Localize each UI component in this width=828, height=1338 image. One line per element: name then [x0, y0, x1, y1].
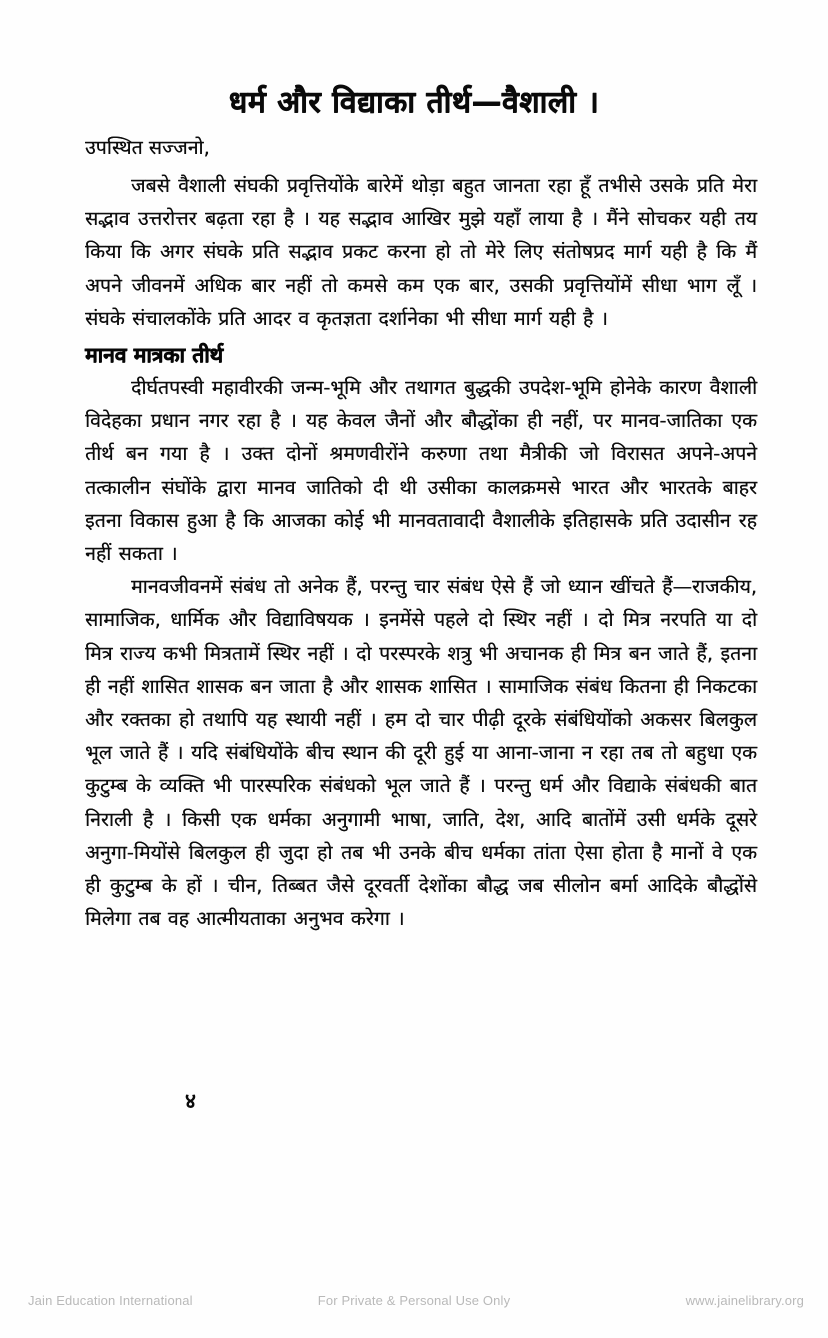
- page-title: धर्म और विद्याका तीर्थ—वैशाली ।: [228, 85, 600, 121]
- footer-publisher: Jain Education International: [28, 1292, 193, 1308]
- paragraph-1: जबसे वैशाली संघकी प्रवृत्तियोंके बारेमें थोड़ा बहुत जानता रहा हूँ तभीसे उसके प्रति मेरा सद्भाव उत्तरोत्तर बढ़ता रहा है । यह सद्भाव आखिर मुझे यहाँ लाया है । मैंने सोचकर यही तय किया कि अगर संघके प्रति सद्भाव प्रकट करना हो तो मेरे लिए संतोषप्रद मार्ग यही है कि मैं अपने जीवनमें अधिक बार नहीं तो कमसे कम एक बार, उसकी प्रवृत्तियोंमें सीधा भाग लूँ । संघके संचालकोंके प्रति आदर व कृतज्ञता दर्शानेका भी सीधा मार्ग यही है ।: [85, 174, 757, 330]
- footer-usage-notice: For Private & Personal Use Only: [317, 1292, 511, 1308]
- footer-website-url: www.jainelibrary.org: [685, 1292, 804, 1308]
- page-footer: [0, 1290, 828, 1310]
- page-number: ४: [185, 1089, 196, 1113]
- section-heading: मानव मात्रका तीर्थ: [85, 343, 223, 368]
- paragraph-2: दीर्घतपस्वी महावीरकी जन्म-भूमि और तथागत बुद्धकी उपदेश-भूमि होनेके कारण वैशाली विदेहका प्रधान नगर रहा है । यह केवल जैनों और बौद्धोंका ही नहीं, पर मानव-जातिका एक तीर्थ बन गया है । उक्त दोनों श्रमणवीरोंने करुणा तथा मैत्रीकी जो विरासत अपने-अपने तत्कालीन संघोंके द्वारा मानव जातिको दी थी उसीका कालक्रमसे भारत और भारतके बाहर इतना विकास हुआ है कि आजका कोई भी मानवतावादी वैशालीके इतिहासके प्रति उदासीन रह नहीं सकता ।: [85, 376, 757, 566]
- paragraph-3: मानवजीवनमें संबंध तो अनेक हैं, परन्तु चार संबंध ऐसे हैं जो ध्यान खींचते हैं—राजकीय, सामाजिक, धार्मिक और विद्याविषयक । इनमेंसे पहले दो स्थिर नहीं । दो मित्र नरपति या दो मित्र राज्य कभी मित्रतामें स्थिर नहीं । दो परस्परके शत्रु भी अचानक ही मित्र बन जाते हैं, इतना ही नहीं शासित शासक बन जाता है और शासक शासित । सामाजिक संबंध कितना ही निकटका और रक्तका हो तथापि यह स्थायी नहीं । हम दो चार पीढ़ी दूरके संबंधियोंको अकसर बिलकुल भूल जाते हैं । यदि संबंधियोंके बीच स्थान की दूरी हुई या आना-जाना न रहा तब तो बहुधा एक कुटुम्ब के व्यक्ति भी पारस्परिक संबंधको भूल जाते हैं । परन्तु धर्म और विद्याके संबंधकी बात निराली है । किसी एक धर्मका अनुगामी भाषा, जाति, देश, आदि बातोंमें उसी धर्मके दूसरे अनुगा-मियोंसे बिलकुल ही जुदा हो तब भी उनके बीच धर्मका तांता ऐसा होता है मानों वे एक ही कुटुम्ब के हों । चीन, तिब्बत जैसे दूरवर्ती देशोंका बौद्ध जब सीलोन बर्मा आदिके बौद्धोंसे मिलेगा तब वह आत्मीयताका अनुभव करेगा ।: [85, 575, 757, 931]
- body-text-column: [85, 131, 757, 935]
- salutation: उपस्थित सज्जनो,: [85, 136, 210, 159]
